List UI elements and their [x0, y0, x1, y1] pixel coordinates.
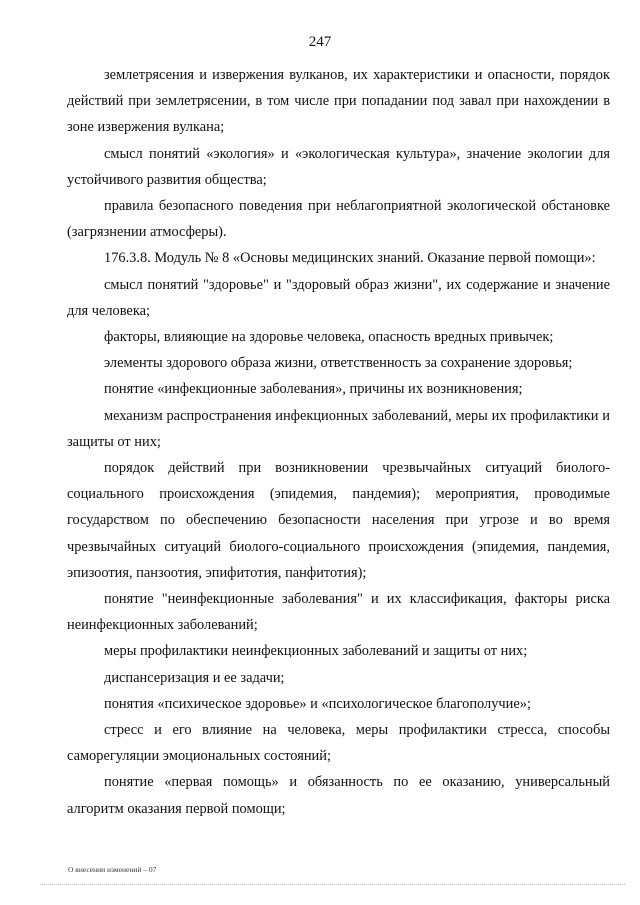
paragraph: землетрясения и извержения вулканов, их характеристики и опасности, порядок действий при землетрясении, в том числе при попадании под завал при нахождении в зоне извержения вулкана; [67, 67, 610, 136]
paragraph: правила безопасного поведения при неблагоприятной экологической обстановке (загрязнении атмосферы). [67, 198, 610, 241]
paragraph: понятия «психическое здоровье» и «психологическое благополучие»; [104, 695, 531, 712]
paragraph: элементы здорового образа жизни, ответственность за сохранение здоровья; [104, 355, 573, 372]
page-number: 247 [308, 34, 332, 50]
module-heading: 176.3.8. Модуль № 8 «Основы медицинских знаний. Оказание первой помощи»: [104, 250, 596, 267]
paragraph: понятие «инфекционные заболевания», причины их возникновения; [104, 381, 523, 398]
document-body [67, 62, 610, 822]
footer-note: О внесении изменений – 07 [68, 865, 157, 874]
paragraph: порядок действий при возникновении чрезвычайных ситуаций биолого-социального происхождения (эпидемия, пандемия); мероприятия, проводимые государством по обеспечению безопасности населения при угрозе и во время чрезвычайных ситуаций биолого-социального происхождения (эпидемия, пандемия, эпизоотия, панзоотия, эпифитотия, панфитотия); [67, 460, 610, 581]
paragraph: смысл понятий "здоровье" и "здоровый образ жизни", их содержание и значение для человека; [67, 276, 610, 319]
paragraph: понятие «первая помощь» и обязанность по ее оказанию, универсальный алгоритм оказания первой помощи; [67, 774, 610, 817]
paragraph: механизм распространения инфекционных заболеваний, меры их профилактики и защиты от них; [67, 407, 610, 450]
paragraph: диспансеризация и ее задачи; [104, 669, 285, 686]
paragraph: стресс и его влияние на человека, меры профилактики стресса, способы саморегуляции эмоциональных состояний; [67, 722, 610, 765]
paragraph: понятие "неинфекционные заболевания" и их классификация, факторы риска неинфекционных заболеваний; [67, 591, 610, 634]
paragraph: факторы, влияющие на здоровье человека, опасность вредных привычек; [104, 329, 554, 346]
paragraph: меры профилактики неинфекционных заболеваний и защиты от них; [104, 643, 528, 660]
paragraph: смысл понятий «экология» и «экологическая культура», значение экологии для устойчивого развития общества; [67, 145, 610, 188]
scan-artifact-line [40, 884, 625, 885]
